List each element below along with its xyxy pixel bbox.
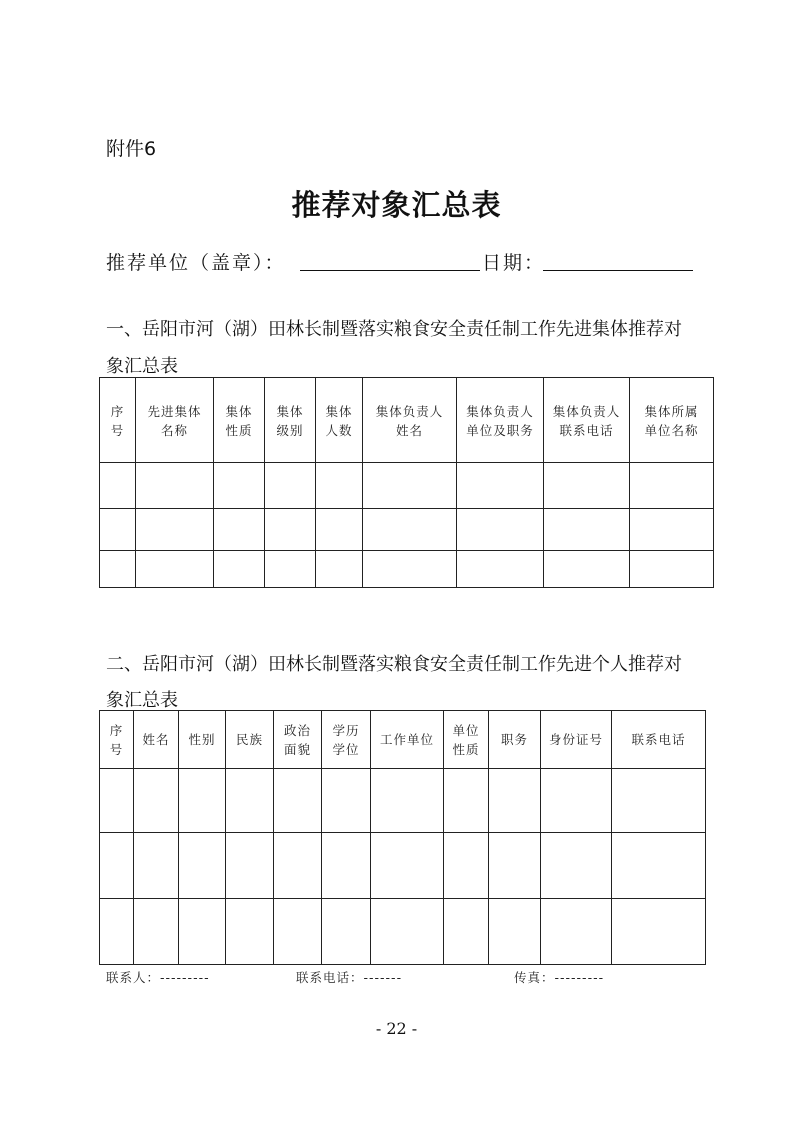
column-header-line: 民族	[235, 732, 263, 747]
column-header-line: 集体负责人	[375, 404, 444, 419]
table-cell[interactable]	[226, 833, 274, 899]
column-header-line: 学历	[332, 722, 360, 738]
table-cell[interactable]	[214, 463, 265, 509]
table-cell[interactable]	[226, 769, 274, 833]
column-header	[630, 378, 714, 463]
table-cell[interactable]	[371, 833, 444, 899]
table-row	[100, 463, 714, 509]
column-header	[179, 711, 226, 769]
attachment-label: 附件6	[106, 138, 157, 160]
table-cell[interactable]	[363, 551, 457, 588]
fax-label: 传真：---------	[514, 970, 605, 985]
table-cell[interactable]	[544, 509, 630, 551]
column-header-line: 单位及职务	[466, 423, 534, 438]
column-header-line: 先进集体	[147, 404, 202, 419]
table-header-row	[100, 378, 714, 463]
table-cell[interactable]	[274, 769, 322, 833]
contact-person-label: 联系人：---------	[106, 970, 210, 985]
column-header-line: 联系电话	[631, 732, 686, 747]
column-header-line: 工作单位	[379, 732, 434, 747]
column-header	[134, 711, 179, 769]
page-title: 推荐对象汇总表	[291, 188, 502, 222]
table-cell[interactable]	[371, 899, 444, 965]
table-cell[interactable]	[100, 899, 134, 965]
table-row	[100, 833, 706, 899]
column-header	[136, 378, 214, 463]
table-cell[interactable]	[136, 463, 214, 509]
column-header-line: 姓名	[395, 423, 423, 438]
table-cell[interactable]	[612, 833, 706, 899]
column-header-line: 单位	[452, 722, 480, 738]
column-header-line: 性质	[225, 423, 253, 438]
column-header	[214, 378, 265, 463]
column-header	[457, 378, 544, 463]
table-cell[interactable]	[265, 463, 316, 509]
column-header-line: 集体所属	[644, 404, 699, 419]
column-header-line: 姓名	[142, 732, 170, 747]
table-cell[interactable]	[371, 769, 444, 833]
column-header-line: 集体	[325, 404, 353, 419]
table-cell[interactable]	[316, 463, 363, 509]
table-cell[interactable]	[363, 509, 457, 551]
table-cell[interactable]	[541, 833, 612, 899]
individual-summary-table	[99, 710, 706, 965]
column-header-line: 集体负责人	[552, 404, 621, 419]
table-cell[interactable]	[214, 509, 265, 551]
table-cell[interactable]	[136, 551, 214, 588]
table-cell[interactable]	[274, 899, 322, 965]
table-cell[interactable]	[630, 551, 714, 588]
column-header-line: 联系电话	[559, 423, 614, 438]
table-cell[interactable]	[444, 769, 489, 833]
table-row	[100, 769, 706, 833]
section1-title-line1: 一、岳阳市河（湖）田林长制暨落实粮食安全责任制工作先进集体推荐对	[106, 319, 682, 340]
column-header	[322, 711, 371, 769]
column-header-line: 面貌	[283, 741, 311, 757]
page-number: - 22 -	[375, 1019, 418, 1038]
table-cell[interactable]	[100, 551, 136, 588]
table-cell[interactable]	[322, 833, 371, 899]
column-header-line: 集体	[276, 404, 304, 419]
table-cell[interactable]	[457, 509, 544, 551]
table-cell[interactable]	[444, 833, 489, 899]
table-cell[interactable]	[316, 509, 363, 551]
column-header-line: 号	[109, 741, 124, 757]
section2-title-line2: 象汇总表	[106, 690, 178, 711]
column-header-line: 集体	[225, 404, 253, 419]
table-cell[interactable]	[544, 551, 630, 588]
table-cell[interactable]	[444, 899, 489, 965]
table-cell[interactable]	[100, 509, 136, 551]
table-cell[interactable]	[134, 899, 179, 965]
column-header	[371, 711, 444, 769]
column-header	[363, 378, 457, 463]
table-cell[interactable]	[322, 899, 371, 965]
table-cell[interactable]	[100, 833, 134, 899]
table-row	[100, 899, 706, 965]
table-cell[interactable]	[265, 551, 316, 588]
table-cell[interactable]	[136, 509, 214, 551]
column-header-line: 序	[109, 722, 124, 738]
column-header-line: 学位	[332, 741, 360, 757]
column-header	[544, 378, 630, 463]
column-header-line: 人数	[325, 423, 353, 438]
table-cell[interactable]	[322, 769, 371, 833]
column-header	[612, 711, 706, 769]
table-cell[interactable]	[274, 833, 322, 899]
column-header	[274, 711, 322, 769]
column-header	[541, 711, 612, 769]
column-header	[316, 378, 363, 463]
contact-phone-label: 联系电话：-------	[296, 970, 403, 985]
table-cell[interactable]	[612, 899, 706, 965]
table-cell[interactable]	[541, 899, 612, 965]
table-cell[interactable]	[134, 833, 179, 899]
table-cell[interactable]	[100, 769, 134, 833]
column-header-line: 号	[110, 423, 125, 438]
table-cell[interactable]	[179, 833, 226, 899]
column-header-line: 序	[110, 404, 125, 419]
table-cell[interactable]	[541, 769, 612, 833]
column-header-line: 性别	[188, 732, 216, 747]
table-row	[100, 509, 714, 551]
column-header	[100, 378, 136, 463]
section1-title-line2: 象汇总表	[106, 356, 178, 377]
column-header-line: 单位名称	[644, 423, 699, 438]
column-header-line: 政治	[283, 722, 311, 738]
table-cell[interactable]	[630, 463, 714, 509]
table-cell[interactable]	[265, 509, 316, 551]
column-header	[265, 378, 316, 463]
column-header-line: 级别	[276, 423, 304, 438]
table-cell[interactable]	[226, 899, 274, 965]
table-cell[interactable]	[489, 833, 541, 899]
column-header-line: 名称	[160, 423, 188, 438]
table-cell[interactable]	[179, 899, 226, 965]
recommending-unit-blank[interactable]	[300, 270, 480, 271]
table-cell[interactable]	[179, 769, 226, 833]
table-header-row	[100, 711, 706, 769]
table-cell[interactable]	[457, 551, 544, 588]
date-label: 日期：	[482, 252, 546, 274]
column-header	[100, 711, 134, 769]
column-header	[444, 711, 489, 769]
table-cell[interactable]	[489, 899, 541, 965]
table-cell[interactable]	[363, 463, 457, 509]
table-cell[interactable]	[316, 551, 363, 588]
table-cell[interactable]	[100, 463, 136, 509]
column-header-line: 身份证号	[548, 732, 603, 747]
column-header	[489, 711, 541, 769]
column-header-line: 性质	[452, 741, 480, 757]
table-cell[interactable]	[612, 769, 706, 833]
table-cell[interactable]	[457, 463, 544, 509]
recommending-unit-label: 推荐单位（盖章）：	[106, 252, 286, 274]
column-header	[226, 711, 274, 769]
section2-title-line1: 二、岳阳市河（湖）田林长制暨落实粮食安全责任制工作先进个人推荐对	[106, 654, 682, 675]
date-blank[interactable]	[543, 270, 693, 271]
table-cell[interactable]	[214, 551, 265, 588]
table-cell[interactable]	[134, 769, 179, 833]
table-cell[interactable]	[544, 463, 630, 509]
table-cell[interactable]	[489, 769, 541, 833]
column-header-line: 集体负责人	[466, 404, 534, 419]
column-header-line: 职务	[500, 732, 528, 747]
table-cell[interactable]	[630, 509, 714, 551]
collective-summary-table	[99, 377, 714, 588]
table-row	[100, 551, 714, 588]
